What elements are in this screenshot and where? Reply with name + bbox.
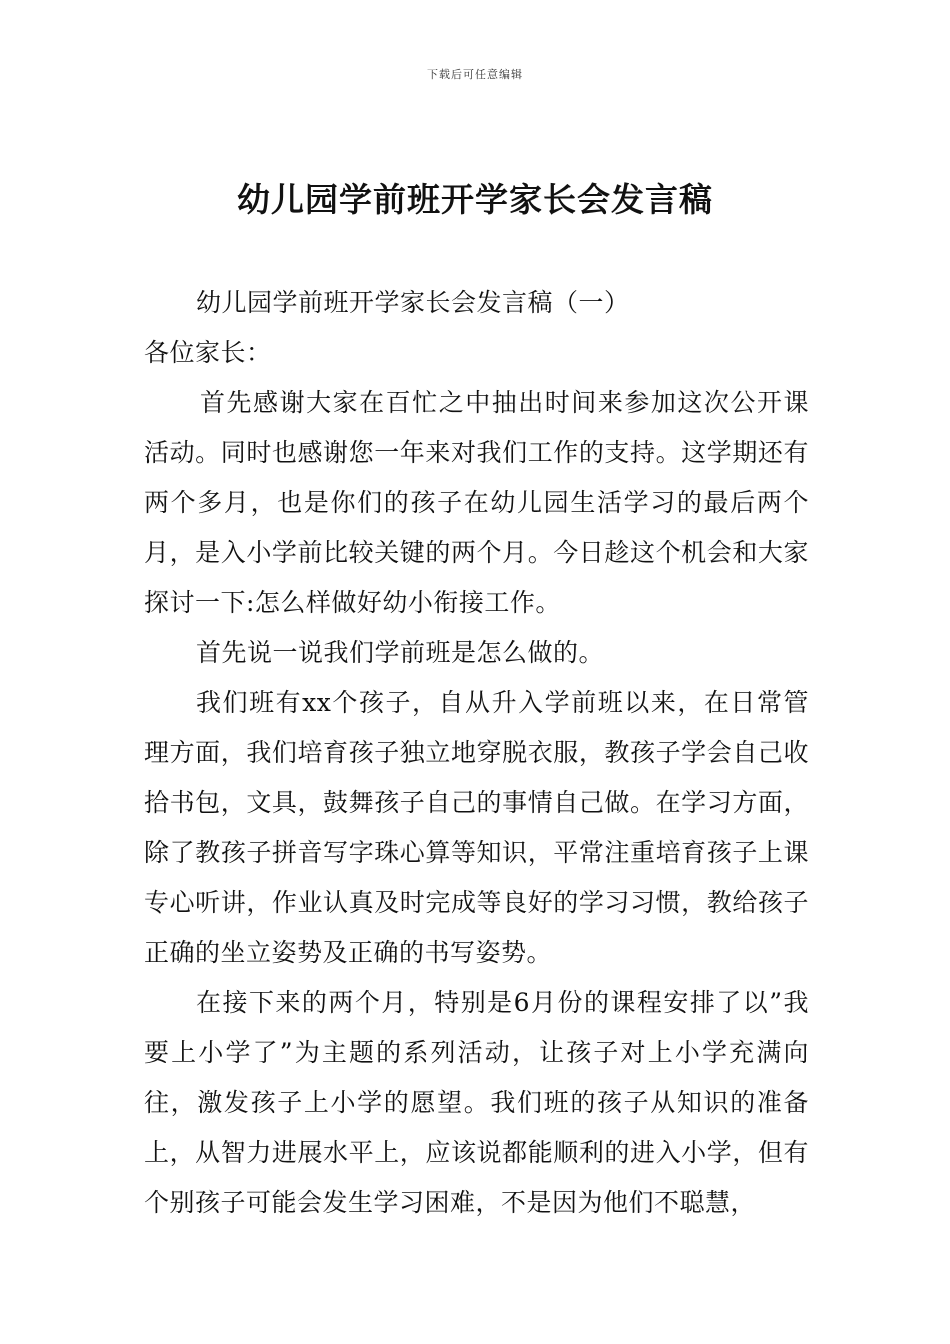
paragraph: 首先说一说我们学前班是怎么做的。 xyxy=(196,638,605,667)
paragraph: 我们班有xx个孩子，自从升入学前班以来，在日常管理方面，我们培育孩子独立地穿脱衣服，教孩子学会自己收拾书包，文具，鼓舞孩子自己的事情自己做。在学习方面，除了教孩子拼音写字珠心算等知识，平常注重培育孩子上课专心听讲，作业认真及时完成等良好的学习习惯，教给孩子正确的坐立姿势及正确的书写姿势。 xyxy=(144,688,809,967)
paragraph: 首先感谢大家在百忙之中抽出时间来参加这次公开课活动。同时也感谢您一年来对我们工作的支持。这学期还有两个多月，也是你们的孩子在幼儿园生活学习的最后两个月，是入小学前比较关键的两个月。今日趁这个机会和大家探讨一下:怎么样做好幼小衔接工作。 xyxy=(144,388,809,617)
document-body xyxy=(144,278,809,1228)
salutation: 各位家长： xyxy=(144,338,272,367)
paragraph: 在接下来的两个月，特别是6月份的课程安排了以”我要上小学了”为主题的系列活动，让孩子对上小学充满向往，激发孩子上小学的愿望。我们班的孩子从知识的准备上，从智力进展水平上，应该说都能顺利的进入小学，但有个别孩子可能会发生学习困难，不是因为他们不聪慧， xyxy=(144,988,809,1217)
header-note: 下载后可任意编辑 xyxy=(427,68,523,81)
document-title: 幼儿园学前班开学家长会发言稿 xyxy=(237,180,713,219)
document-subtitle: 幼儿园学前班开学家长会发言稿（一） xyxy=(196,288,630,317)
